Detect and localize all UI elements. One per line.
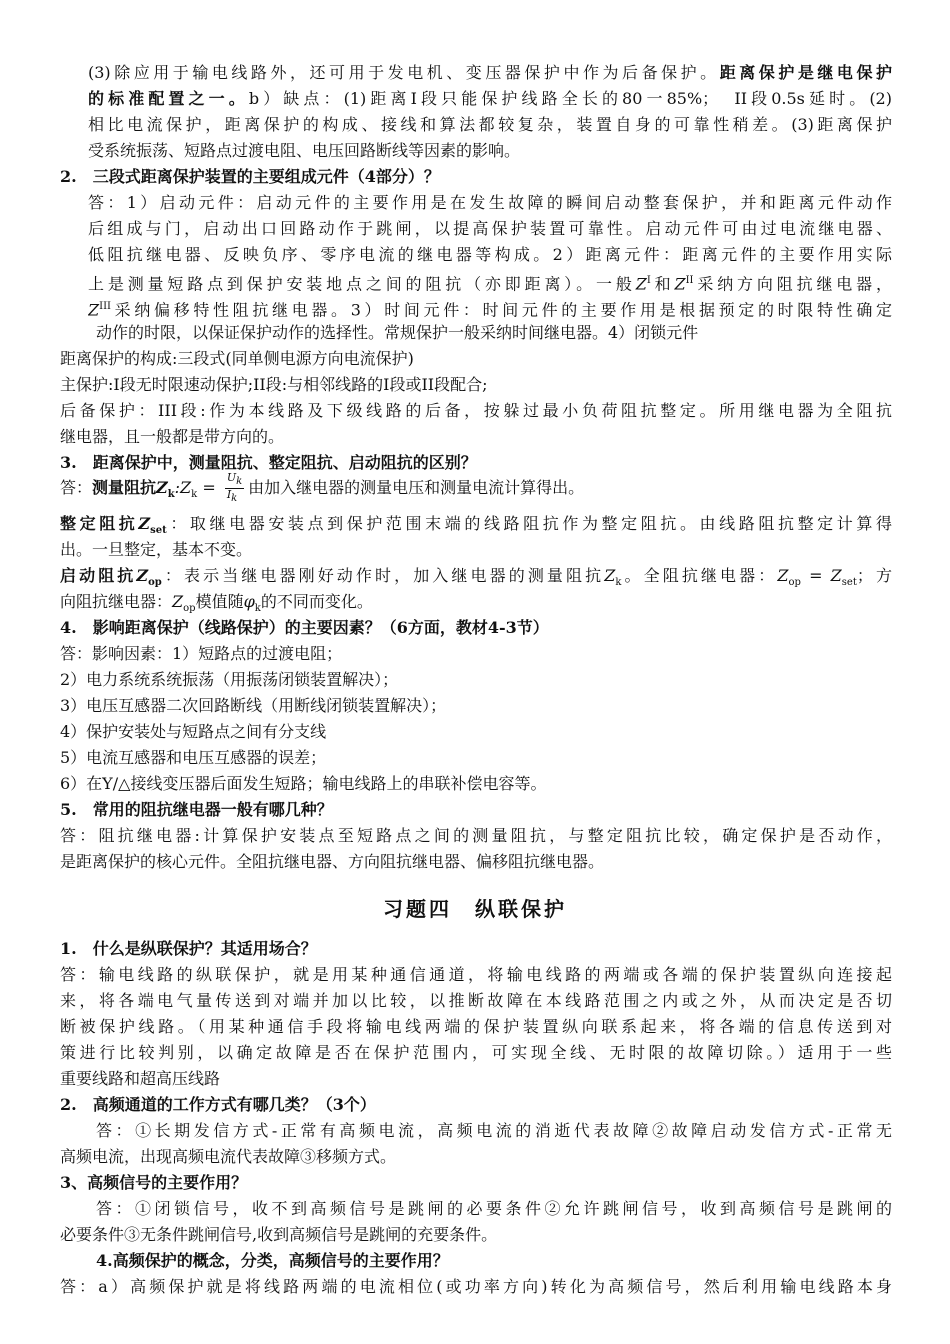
text-line: 断被保护线路。（用某种通信手段将输电线两端的保护装置纵向联系起来，将各端的信息传送到对 <box>60 1017 892 1036</box>
text-line: 答：影响因素：1）短路点的过渡电阻； <box>60 644 343 663</box>
text-line: 答：1）启动元件：启动元件的主要作用是在发生故障的瞬间启动整套保护，并和距离元件动作 <box>88 193 892 212</box>
question-heading: 2. 三段式距离保护装置的主要组成元件（4部分）？ <box>60 167 440 186</box>
text-line: 答：阻抗继电器:计算保护安装点至短路点之间的测量阻抗，与整定阻抗比较，确定保护是否动作， <box>60 826 892 845</box>
fraction: $\frac{U_k}{I_k}$ <box>226 470 243 505</box>
text-line: 来，将各端电气量传送到对端并加以比较，以推断故障在本线路范围之内或之外，从而决定是否切 <box>60 991 892 1010</box>
text-line: 是距离保护的核心元件。全阻抗继电器、方向阻抗继电器、偏移阻抗继电器。 <box>60 852 605 871</box>
text-line: 6）在Y/△接线变压器后面发生短路；输电线路上的串联补偿电容等。 <box>60 774 547 793</box>
text-line: 上是测量短路点到保护安装地点之间的阻抗（亦即距离）。一般$Z^I$和$Z^{II}$采纳方向阻抗继电器， <box>88 274 892 294</box>
question-heading: 3、高频信号的主要作用？ <box>60 1173 248 1192</box>
question-heading: 4. 影响距离保护（线路保护）的主要因素？（6方面，教材4-3节） <box>60 618 549 637</box>
text-line: 答：①闭锁信号，收不到高频信号是跳闸的必要条件②允许跳闸信号，收到高频信号是跳闸的 <box>96 1199 892 1218</box>
text-line: 后备保护：III段:作为本线路及下级线路的后备，按躲过最小负荷阻抗整定。所用继电器为全阻抗 <box>60 401 892 420</box>
text-line: 动作的时限，以保证保护动作的选择性。常规保护一般采纳时间继电器。4）闭锁元件 <box>96 323 699 342</box>
question-heading: 2. 高频通道的工作方式有哪几类？（3个） <box>60 1095 376 1114</box>
text-line: 向阻抗继电器：$Z_{op}$模值随$\varphi_k$的不同而变化。 <box>60 592 373 615</box>
question-heading: 5. 常用的阻抗继电器一般有哪几种？ <box>60 800 333 819</box>
text-line: 5）电流互感器和电压互感器的误差； <box>60 748 327 767</box>
text-line: 的标准配置之一。b）缺点：(1)距离Ⅰ段只能保护线路全长的80一85%； II段0.5s延时。(2) <box>88 89 892 108</box>
text-line: 3）电压互感器二次回路断线（用断线闭锁装置解决）； <box>60 696 447 715</box>
text-line: 整定阻抗$Z_{set}$：取继电器安装点到保护范围末端的线路阻抗作为整定阻抗。由线路阻抗整定计算得 <box>60 514 892 537</box>
text-line: 继电器，且一般都是带方向的。 <box>60 427 285 446</box>
text-line: 后组成与门，启动出口回路动作于跳闸，以提高保护装置可靠性。启动元件可由过电流继电器、 <box>88 219 892 238</box>
text-line: 相比电流保护，距离保护的构成、接线和算法都较复杂，装置自身的可靠性稍差。(3)距离保护 <box>88 115 892 134</box>
text-line: 出。一旦整定，基本不变。 <box>60 540 253 559</box>
text-line: (3)除应用于输电线路外，还可用于发电机、变压器保护中作为后备保护。距离保护是继电保护 <box>88 63 892 82</box>
text-line: 受系统振荡、短路点过渡电阻、电压回路断线等因素的影响。 <box>88 141 521 160</box>
text-line: 重要线路和超高压线路 <box>60 1069 221 1088</box>
text-line: 高频电流，出现高频电流代表故障③移频方式。 <box>60 1147 397 1166</box>
text-line: 答：输电线路的纵联保护，就是用某种通信通道，将输电线路的两端或各端的保护装置纵向连接起 <box>60 965 892 984</box>
question-heading: 1. 什么是纵联保护？其适用场合？ <box>60 939 317 958</box>
question-heading: 3. 距离保护中，测量阻抗、整定阻抗、启动阻抗的区别？ <box>60 453 477 472</box>
section-title: 习题四 纵联保护 <box>383 897 567 921</box>
text-line: 启动阻抗$Z_{op}$：表示当继电器刚好动作时，加入继电器的测量阻抗$Z_k$。全阻抗继电器：$Z_{op} = Z_{set}$；方 <box>60 566 892 589</box>
question-heading: 4.高频保护的概念，分类，高频信号的主要作用？ <box>96 1251 449 1270</box>
text-line: 低阻抗继电器、反映负序、零序电流的继电器等构成。2）距离元件：距离元件的主要作用实际 <box>88 245 892 264</box>
text-line: 4）保护安装处与短路点之间有分支线 <box>60 722 327 741</box>
text-line: 策进行比较判别，以确定故障是否在保护范围内，可实现全线、无时限的故障切除。）适用于一些 <box>60 1043 892 1062</box>
text-line: $Z^{III}$采纳偏移特性阻抗继电器。3）时间元件：时间元件的主要作用是根据预定的时限特性确定 <box>88 300 892 320</box>
formula-line: 答：测量阻抗$Z_k:Z_k$ = $\frac{U_k}{I_k}$ 由加入继电器的测量电压和测量电流计算得出。 <box>60 470 585 505</box>
text-line: 答：①长期发信方式-正常有高频电流，高频电流的消逝代表故障②故障启动发信方式-正常无 <box>96 1121 892 1140</box>
text-line: 主保护:I段无时限速动保护;II段:与相邻线路的I段或II段配合; <box>60 375 488 394</box>
text-line: 2）电力系统系统振荡（用振荡闭锁装置解决）； <box>60 670 399 689</box>
text-line: 答：a）高频保护就是将线路两端的电流相位(或功率方向)转化为高频信号，然后利用输电线路本身 <box>60 1277 892 1296</box>
text-line: 距离保护的构成:三段式(同单侧电源方向电流保护) <box>60 349 414 368</box>
text-line: 必要条件③无条件跳闸信号,收到高频信号是跳闸的充要条件。 <box>60 1225 498 1244</box>
